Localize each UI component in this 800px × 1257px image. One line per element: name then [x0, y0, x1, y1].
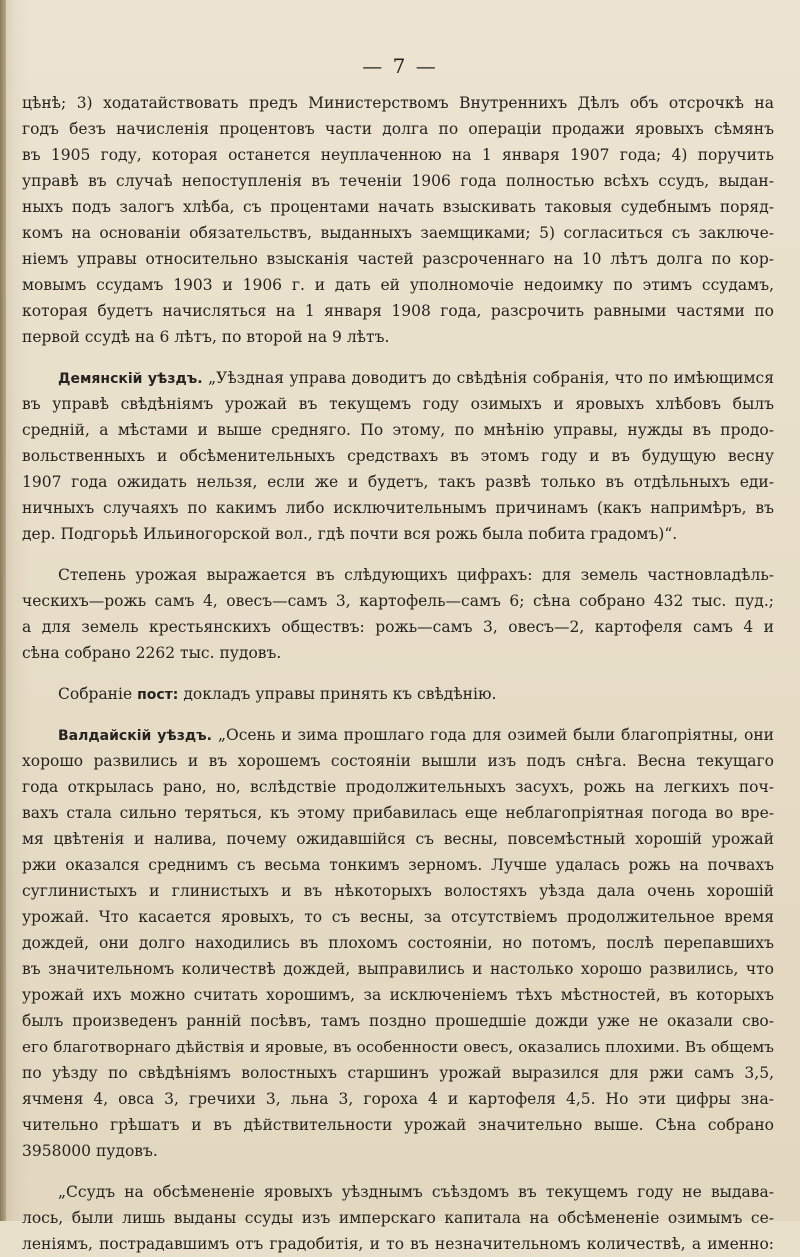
text-line: комъ на основаніи обязательствъ, выданныхъ заемщиками; 5) согласиться съ заключе-: [22, 224, 774, 242]
resolution-label: пост:: [137, 687, 179, 703]
text-line: 1907 года ожидать нельзя, если же и будетъ, такъ развѣ только въ отдѣльныхъ еди-: [22, 473, 774, 491]
text-line: а для земель крестьянскихъ обществъ: рожь—самъ 3, овесъ—2, картофеля самъ 4 и: [22, 618, 774, 636]
text-line: ніемъ управы относительно взысканія частей разсроченнаго на 10 лѣтъ долга по кор-: [22, 250, 774, 268]
text-line: вольственныхъ и обсѣменительныхъ средствахъ въ этомъ году и въ будущую весну: [22, 447, 774, 465]
text-line: которая будетъ начисляться на 1 января 1908 года, разсрочить равными частями по: [22, 302, 774, 320]
text-line: Степень урожая выражается въ слѣдующихъ цифрахъ: для земель частновладѣль-: [58, 566, 774, 584]
paragraph-valdaysky: [22, 722, 774, 1164]
paragraph-seed-loans: [22, 1179, 774, 1257]
text-line: въ 1905 году, которая останется неуплаченною на 1 января 1907 года; 4) поручить: [22, 146, 774, 164]
text-line: ческихъ—рожь самъ 4, овесъ—самъ 3, картофель—самъ 6; сѣна собрано 432 тыс. пуд.;: [22, 592, 774, 610]
text-line: ничныхъ случаяхъ по какимъ либо исключительнымъ причинамъ (какъ напримѣръ, въ: [22, 499, 774, 517]
text-line: урожай ихъ можно считать хорошимъ, за исключеніемъ тѣхъ мѣстностей, въ которыхъ: [22, 986, 774, 1004]
text-line: сѣна собрано 2262 тыс. пудовъ.: [22, 644, 282, 662]
paragraph-resolution: [22, 681, 774, 707]
text-line: ныхъ подъ залогъ хлѣба, съ процентами начать взыскивать таковыя судебнымъ поряд-: [22, 198, 774, 216]
text-line: „Ссудъ на обсѣмененіе яровыхъ уѣзднымъ съѣздомъ въ текущемъ году не выдава-: [58, 1183, 774, 1201]
text-line: Собраніе пост: докладъ управы принять къ свѣдѣнію.: [58, 685, 497, 703]
text-line: чительно грѣшатъ и въ дѣйствительности урожай значительно выше. Сѣна собрано: [22, 1116, 774, 1134]
text-line: Валдайскій уѣздъ. „Осень и зима прошлаго года для озимей были благопріятны, они: [58, 726, 774, 744]
text-line: былъ произведенъ ранній посѣвъ, тамъ поздно прошедшіе дожди уже не оказали сво-: [22, 1012, 774, 1030]
text-line: средній, а мѣстами и выше средняго. По этому, по мнѣнію управы, нужды въ продо-: [22, 421, 774, 439]
text-line: 3958000 пудовъ.: [22, 1142, 158, 1160]
text-line: годъ безъ начисленія процентовъ части долга по операціи продажи яровыхъ сѣмянъ: [22, 120, 774, 138]
district-heading: Валдайскій уѣздъ.: [58, 728, 212, 744]
text-line: управѣ въ случаѣ непоступленія въ теченіи 1906 года полностью всѣхъ ссудъ, выдан-: [22, 172, 774, 190]
text-line: вахъ стала сильно теряться, къ этому прибавилась еще неблагопріятная погода во вре-: [22, 804, 774, 822]
text-line: лось, были лишь выданы ссуды изъ имперскаго капитала на обсѣмененіе озимымъ се-: [22, 1209, 774, 1227]
text-line: ржи оказался среднимъ съ весьма тонкимъ зерномъ. Лучше удалась рожь на почвахъ: [22, 856, 774, 874]
text-line: первой ссудѣ на 6 лѣтъ, по второй на 9 лѣтъ.: [22, 328, 390, 346]
paragraph-demyansky: [22, 365, 774, 547]
text-line: цѣнѣ; 3) ходатайствовать предъ Министерствомъ Внутреннихъ Дѣлъ объ отсрочкѣ на: [22, 94, 774, 112]
paragraph-harvest-figures: [22, 562, 774, 666]
text-line: хорошо развились и въ хорошемъ состояніи вышли изъ подъ снѣга. Весна текущаго: [22, 752, 774, 770]
paragraph: [22, 90, 774, 350]
text-line: года открылась рано, но, вслѣдствіе продолжительныхъ засухъ, рожь на легкихъ поч-: [22, 778, 774, 796]
text-line: суглинистыхъ и глинистыхъ и въ нѣкоторыхъ волостяхъ уѣзда дала очень хорошій: [22, 882, 774, 900]
page-binding-edge: [0, 0, 6, 1221]
text-line: леніямъ, пострадавшимъ отъ градобитія, и то въ незначительномъ количествѣ, а именно:: [22, 1235, 774, 1253]
text-line: по уѣзду по свѣдѣніямъ волостныхъ старшинъ урожай выразился для ржи самъ 3,5,: [22, 1064, 774, 1082]
text-line: ячменя 4, овса 3, гречихи 3, льна 3, гороха 4 и картофеля 4,5. Но эти цифры зна-: [22, 1090, 774, 1108]
page-number: — 7 —: [362, 54, 438, 78]
text-line: дождей, они долго находились въ плохомъ состояніи, но потомъ, послѣ перепавшихъ: [22, 934, 774, 952]
text-line: Демянскій уѣздъ. „Уѣздная управа доводитъ до свѣдѣнія собранія, что по имѣющимся: [58, 369, 774, 387]
text-line: его благотворнаго дѣйствія и яровые, въ особенности овесъ, оказались плохими. Въ общемъ: [22, 1038, 774, 1056]
text-line: въ управѣ свѣдѣніямъ урожай въ текущемъ году озимыхъ и яровыхъ хлѣбовъ былъ: [22, 395, 774, 413]
text-line: мовымъ ссудамъ 1903 и 1906 г. и дать ей уполномочіе недоимку по этимъ ссудамъ,: [22, 276, 774, 294]
text-line: мя цвѣтенія и налива, почему ожидавшійся съ весны, повсемѣстный хорошій урожай: [22, 830, 774, 848]
text-line: въ значительномъ количествѣ дождей, выправились и настолько хорошо развились, что: [22, 960, 774, 978]
text-line: дер. Подгорьѣ Ильиногорской вол., гдѣ почти вся рожь была побита градомъ)“.: [22, 525, 678, 543]
text-line: урожай. Что касается яровыхъ, то съ весны, за отсутствіемъ продолжительное время: [22, 908, 774, 926]
district-heading: Демянскій уѣздъ.: [58, 371, 203, 387]
document-body: [22, 90, 774, 1257]
